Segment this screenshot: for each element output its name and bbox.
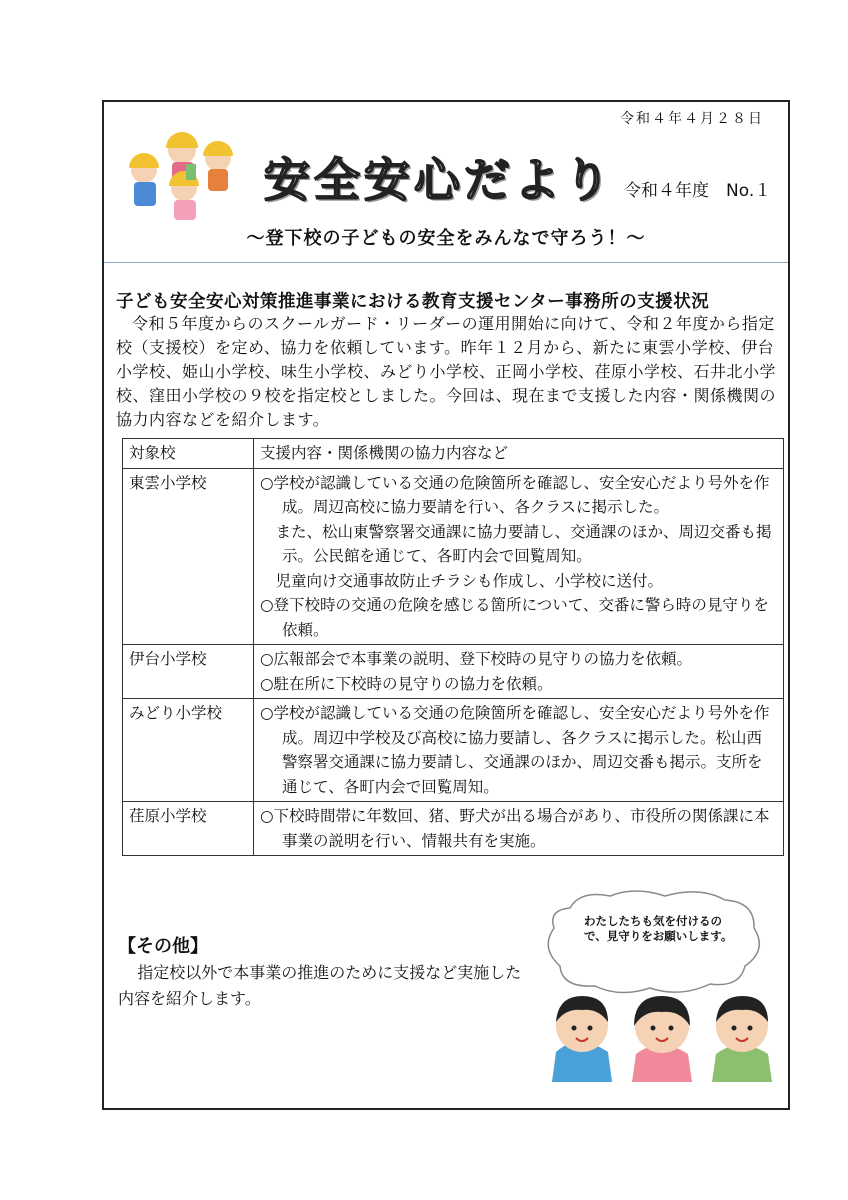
children-helmet-illustration: [120, 128, 240, 224]
support-item: 児童向け交通事故防止チラシも作成し、小学校に送付。: [260, 571, 664, 590]
slogan: ～登下校の子どもの安全をみんなで守ろう！～: [246, 228, 646, 249]
table-row: [123, 468, 784, 645]
divider: [104, 262, 788, 263]
section-heading: 子ども安全安心対策推進事業における教育支援センター事務所の支援状況: [116, 292, 710, 312]
newsletter-title: 安全安心だより: [264, 153, 614, 207]
support-item: また、松山東警察署交通課に協力要請し、交通課のほか、周辺交番も掲示。公民館を通じて、各町内会で回覧周知。: [260, 522, 772, 565]
support-item: ○下校時間帯に年数回、猪、野犬が出る場合があり、市役所の関係課に本事業の説明を行い、情報共有を実施。: [260, 807, 770, 850]
issue-number: 令和４年度 No.１: [624, 181, 772, 201]
support-item: ○駐在所に下校時の見守りの協力を依頼。: [260, 674, 553, 693]
support-content: [254, 468, 784, 645]
support-item: ○広報部会で本事業の説明、登下校時の見守りの協力を依頼。: [260, 650, 693, 668]
school-name: みどり小学校: [123, 699, 254, 802]
table-row: [123, 802, 784, 856]
support-item: ○学校が認識している交通の危険箇所を確認し、安全安心だより号外を作成。周辺中学校及び高校に協力要請し、各クラスに掲示した。松山西警察署交通課に協力要請し、交通課のほか、周辺交番も掲示。支所を通じて、各町内会で回覧周知。: [260, 704, 770, 796]
support-item: ○学校が認識している交通の危険箇所を確認し、安全安心だより号外を作成。周辺高校に協力要請を行い、各クラスに掲示した。: [260, 473, 770, 516]
support-table: [122, 438, 784, 856]
table-row: [123, 699, 784, 802]
table-header-row: [123, 439, 784, 469]
table-row: [123, 645, 784, 699]
section-intro: 令和５年度からのスクールガード・リーダーの運用開始に向けて、令和２年度から指定校（支援校）を定め、協力を依頼しています。昨年１２月から、新たに東雲小学校、伊台小学校、姫山小学校、味生小学校、みどり小学校、正岡小学校、荏原小学校、石井北小学校、窪田小学校の９校を指定校としました。今回は、現在まで支援した内容・関係機関の協力内容などを紹介します。: [116, 314, 777, 429]
children-illustration: [548, 982, 788, 1082]
bubble-text: わたしたちも気を付けるので、見守りをお願いします。: [584, 914, 733, 943]
support-content: [254, 802, 784, 856]
school-name: 荏原小学校: [123, 802, 254, 856]
support-content: [254, 645, 784, 699]
issue-date: 令和４年４月２８日: [620, 111, 764, 127]
other-text: 指定校以外で本事業の推進のために支援など実施した内容を紹介します。: [118, 963, 522, 1008]
support-content: [254, 699, 784, 802]
newsletter-frame: [102, 100, 790, 1110]
header-school: 対象校: [123, 439, 254, 469]
header-content: 支援内容・関係機関の協力内容など: [254, 439, 784, 469]
school-name: 伊台小学校: [123, 645, 254, 699]
support-item: ○登下校時の交通の危険を感じる箇所について、交番に警ら時の見守りを依頼。: [260, 596, 769, 639]
school-name: 東雲小学校: [123, 468, 254, 645]
other-heading: 【その他】: [118, 936, 208, 957]
